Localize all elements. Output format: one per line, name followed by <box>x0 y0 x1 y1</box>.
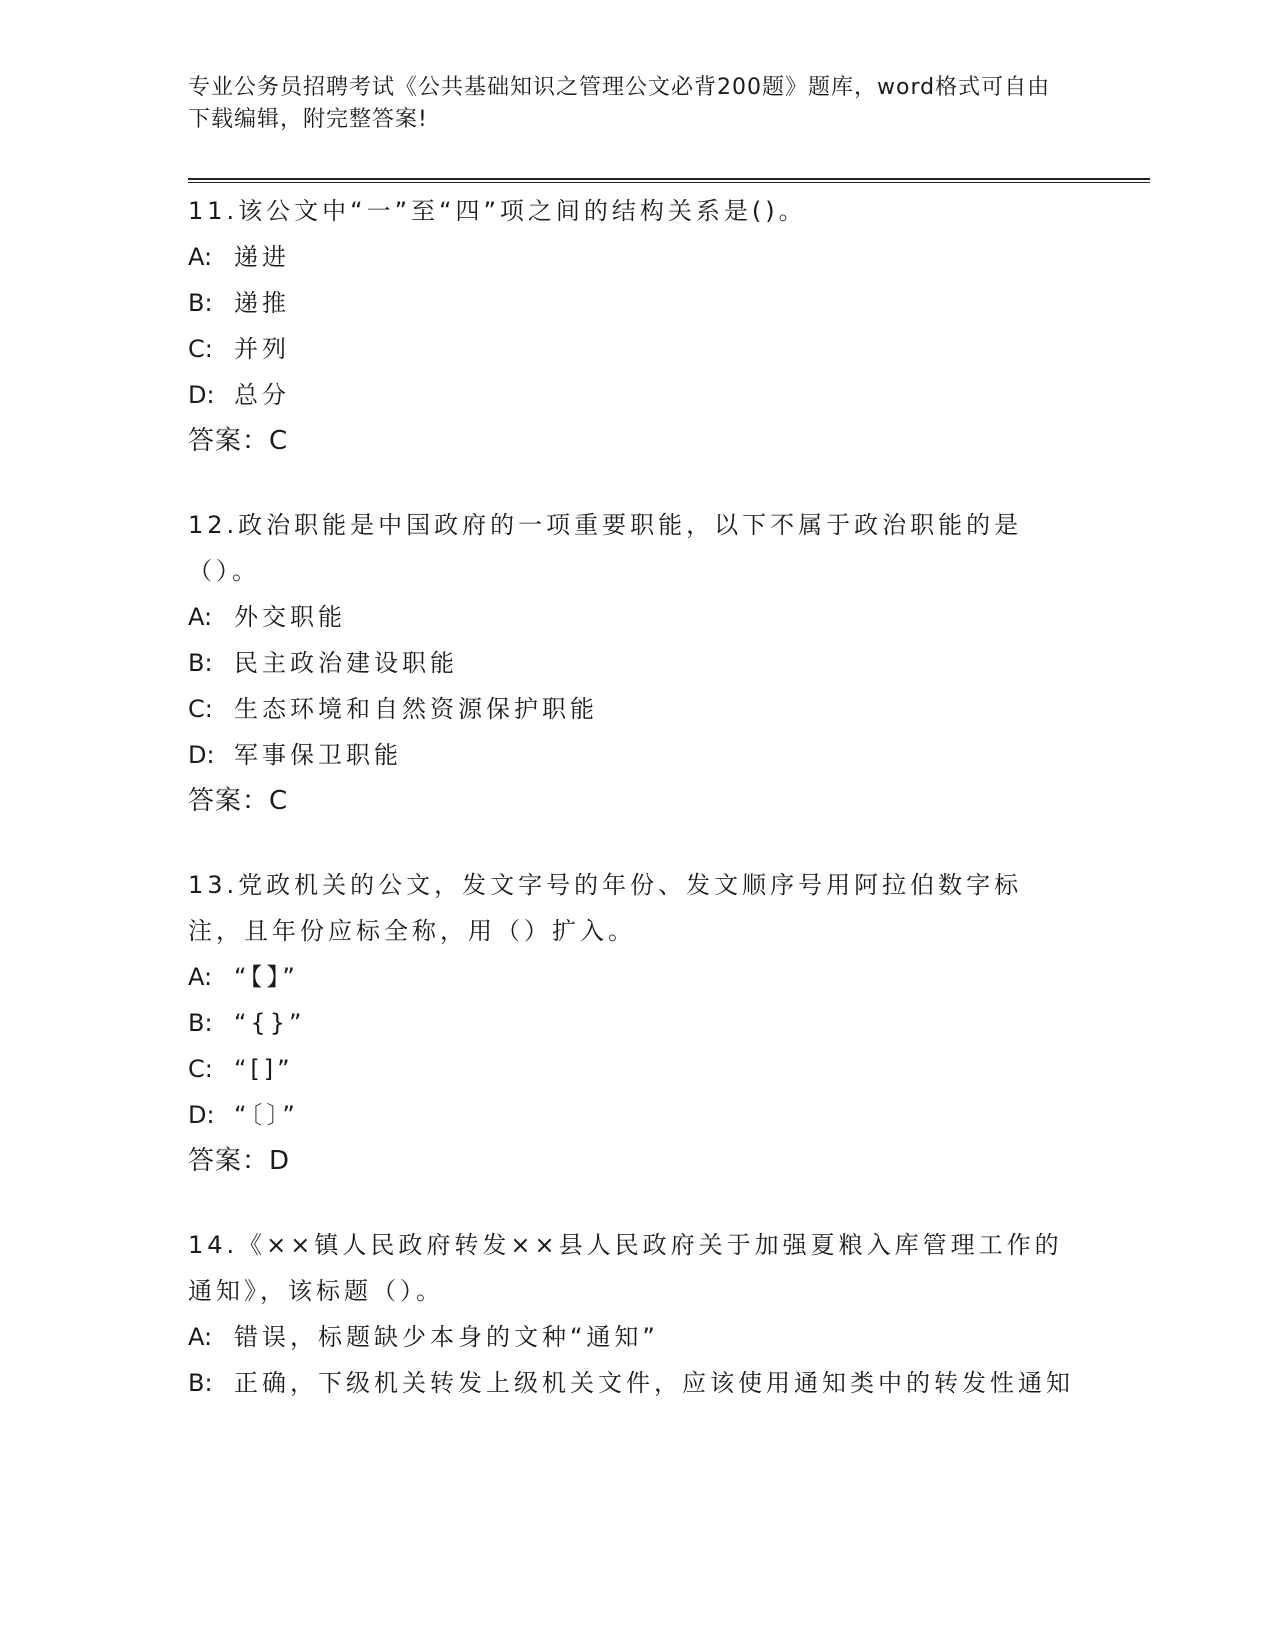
option-letter: A: <box>188 603 213 631</box>
option-a <box>188 234 1078 280</box>
option-letter: B: <box>188 649 213 677</box>
option-text: “〔〕” <box>234 1101 299 1129</box>
option-letter: C: <box>188 695 213 723</box>
option-text: 正确，下级机关转发上级机关文件，应该使用通知类中的转发性通知 <box>234 1369 1074 1397</box>
option-d <box>188 732 1078 778</box>
option-letter: B: <box>188 1369 213 1397</box>
option-text: 军事保卫职能 <box>234 741 402 769</box>
option-d <box>188 1092 1078 1138</box>
option-letter: D: <box>188 1101 215 1129</box>
option-b <box>188 640 1078 686</box>
option-letter: C: <box>188 1055 213 1083</box>
option-b <box>188 280 1078 326</box>
option-d <box>188 372 1078 418</box>
option-text: 并列 <box>234 335 290 363</box>
option-letter: A: <box>188 1323 213 1351</box>
question-11 <box>188 188 1078 464</box>
answer-line: 答案：D <box>188 1146 291 1176</box>
option-c <box>188 1046 1078 1092</box>
option-b <box>188 1360 1078 1406</box>
option-text: “[]” <box>234 1055 294 1083</box>
question-stem: 12.政治职能是中国政府的一项重要职能，以下不属于政治职能的是（）。 <box>188 511 1023 585</box>
option-letter: B: <box>188 289 213 317</box>
option-letter: A: <box>188 963 213 991</box>
option-a <box>188 594 1078 640</box>
option-a <box>188 954 1078 1000</box>
question-13 <box>188 862 1078 1184</box>
question-stem: 14.《××镇人民政府转发××县人民政府关于加强夏粮入库管理工作的通知》，该标题（）。 <box>188 1231 1063 1305</box>
option-letter: D: <box>188 741 215 769</box>
option-text: 递进 <box>234 243 290 271</box>
option-text: 错误，标题缺少本身的文种“通知” <box>234 1323 659 1351</box>
question-stem: 13.党政机关的公文，发文字号的年份、发文顺序号用阿拉伯数字标注，且年份应标全称，用（）扩入。 <box>188 871 1023 945</box>
option-text: 生态环境和自然资源保护职能 <box>234 695 598 723</box>
option-c <box>188 326 1078 372</box>
question-stem: 11.该公文中“一”至“四”项之间的结构关系是()。 <box>188 197 807 225</box>
option-letter: A: <box>188 243 213 271</box>
header-divider <box>188 178 1150 183</box>
option-a <box>188 1314 1078 1360</box>
option-text: 递推 <box>234 289 290 317</box>
option-letter: C: <box>188 335 213 363</box>
option-text: “{}” <box>234 1009 306 1037</box>
option-b <box>188 1000 1078 1046</box>
question-12 <box>188 502 1078 824</box>
question-14 <box>188 1222 1078 1406</box>
question-list <box>188 188 1078 1444</box>
answer-line: 答案：C <box>188 786 289 816</box>
option-text: “【】” <box>234 963 299 991</box>
document-header: 专业公务员招聘考试《公共基础知识之管理公文必背200题》题库，word格式可自由下载编辑，附完整答案! <box>188 75 1051 132</box>
option-text: 外交职能 <box>234 603 346 631</box>
option-letter: D: <box>188 381 215 409</box>
option-text: 总分 <box>234 381 290 409</box>
option-letter: B: <box>188 1009 213 1037</box>
option-text: 民主政治建设职能 <box>234 649 458 677</box>
option-c <box>188 686 1078 732</box>
answer-line: 答案：C <box>188 426 289 456</box>
